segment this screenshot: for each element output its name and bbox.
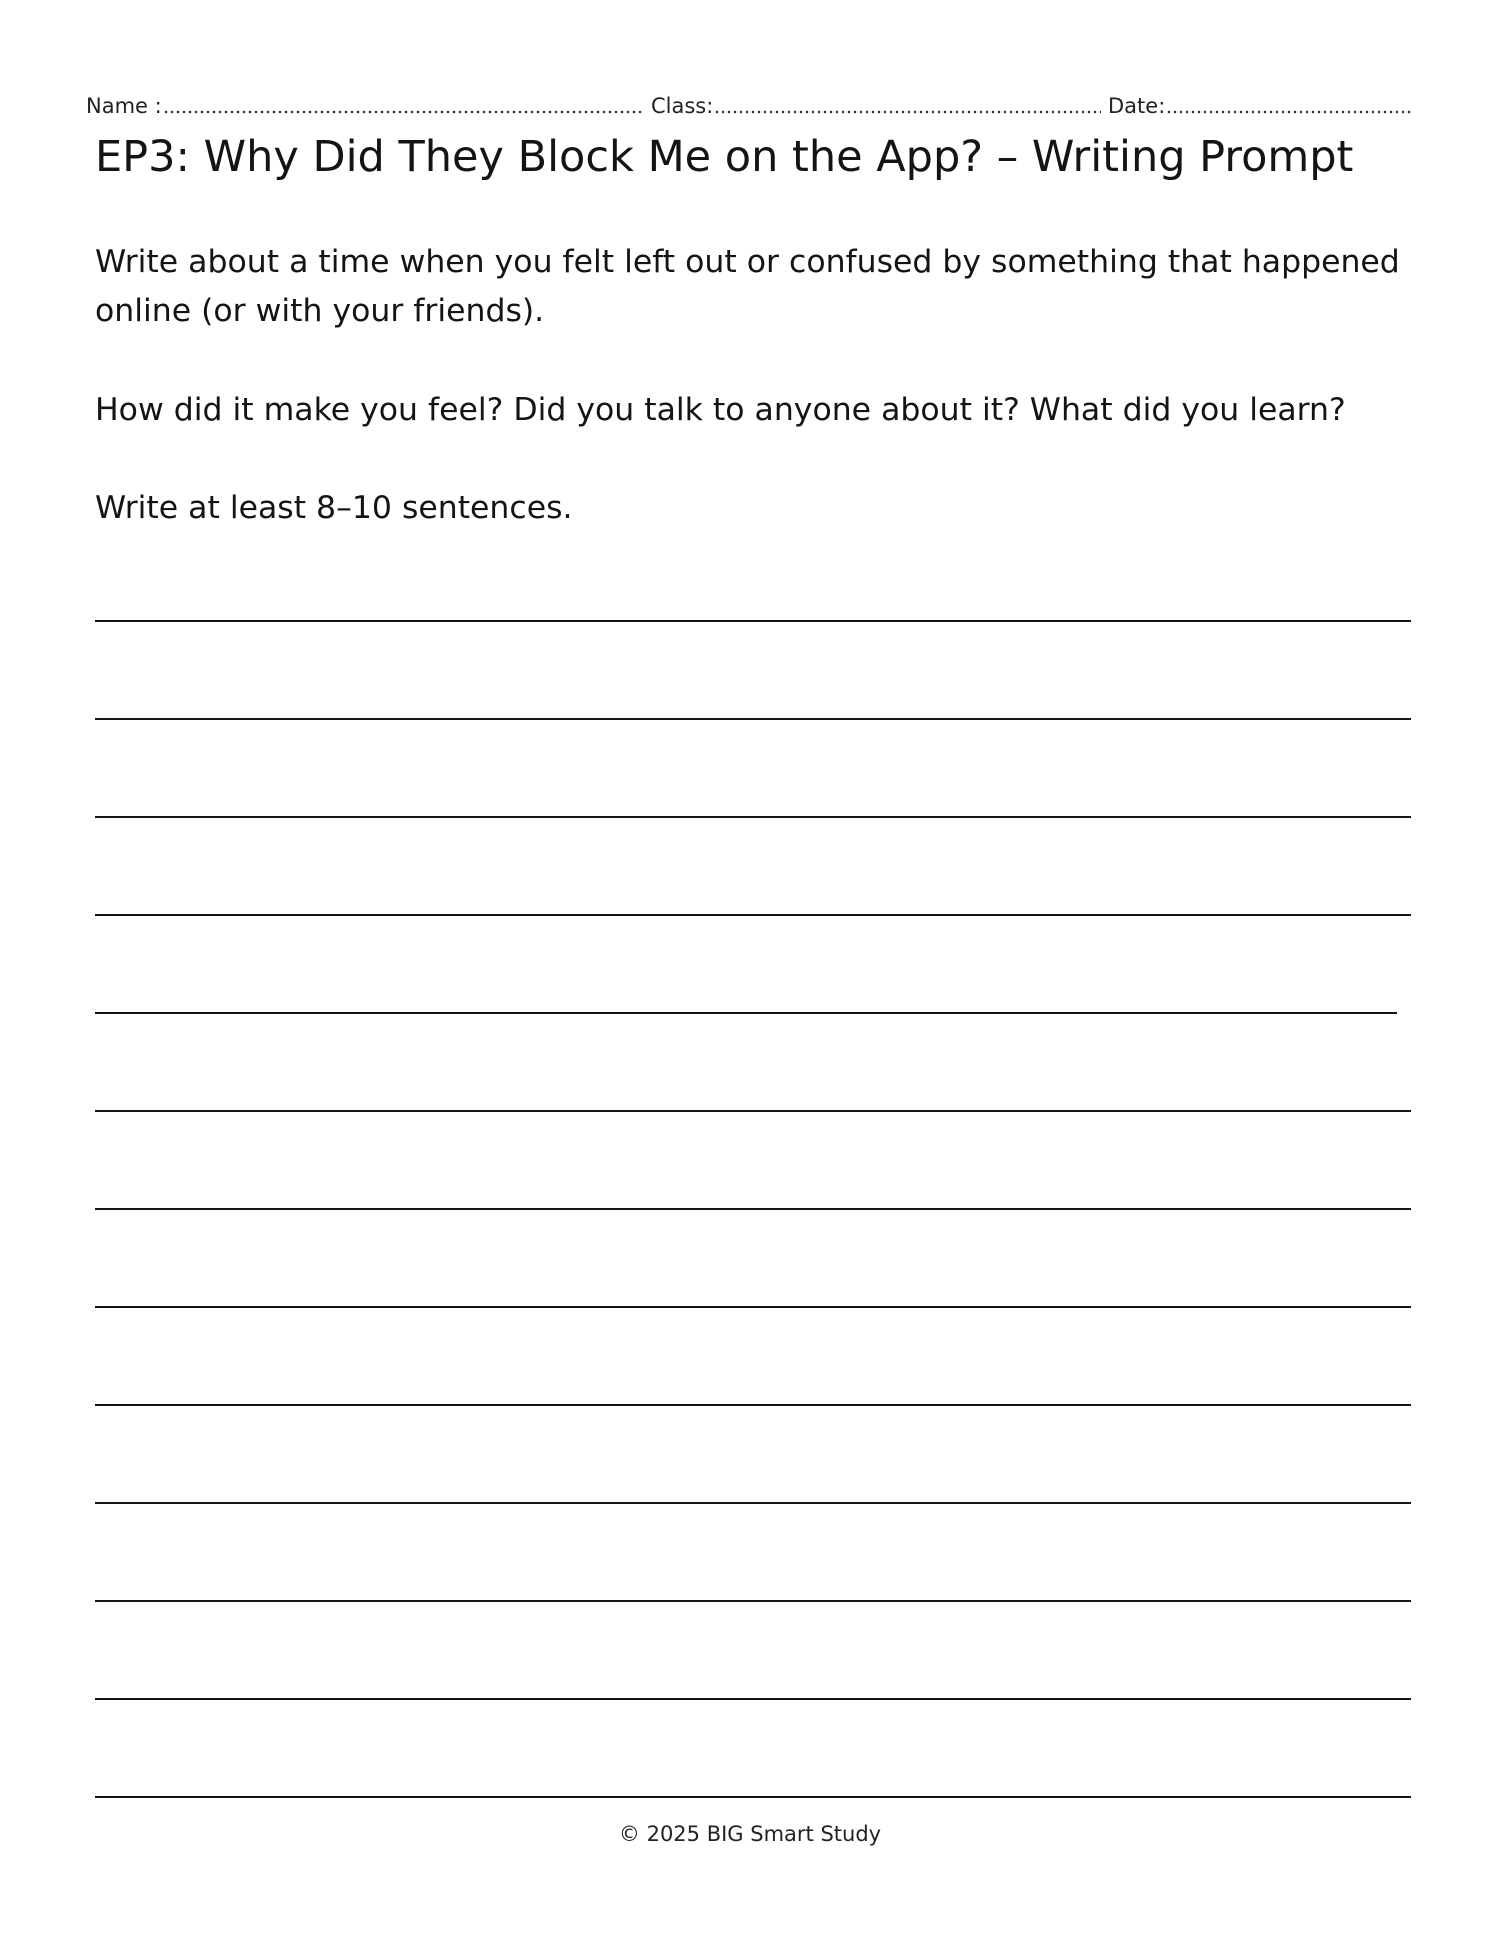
writing-line[interactable] — [95, 1012, 1397, 1014]
writing-line[interactable] — [95, 1502, 1411, 1504]
writing-line[interactable] — [95, 1698, 1411, 1700]
class-blank[interactable] — [714, 110, 1101, 114]
writing-line[interactable] — [95, 914, 1411, 916]
writing-line[interactable] — [95, 1306, 1411, 1308]
worksheet-title: EP3: Why Did They Block Me on the App? – Writing Prompt — [95, 132, 1354, 182]
class-field[interactable] — [651, 94, 1101, 118]
date-blank[interactable] — [1166, 110, 1411, 114]
name-label: Name : — [86, 94, 162, 118]
writing-line[interactable] — [95, 1208, 1411, 1210]
prompt-length-requirement: Write at least 8–10 sentences. — [95, 490, 573, 526]
class-label: Class: — [651, 94, 714, 118]
writing-line[interactable] — [95, 1600, 1411, 1602]
date-field[interactable] — [1108, 94, 1411, 118]
writing-line[interactable] — [95, 816, 1411, 818]
date-label: Date: — [1108, 94, 1166, 118]
prompt-instruction: Write about a time when you felt left out or confused by something that happened online (or with your friends). — [95, 244, 1400, 329]
copyright-footer: © 2025 BIG Smart Study — [618, 1822, 882, 1846]
name-blank[interactable] — [163, 110, 644, 114]
writing-line[interactable] — [95, 718, 1411, 720]
prompt-questions: How did it make you feel? Did you talk to anyone about it? What did you learn? — [95, 392, 1346, 428]
writing-line[interactable] — [95, 620, 1411, 622]
writing-line[interactable] — [95, 1796, 1411, 1798]
writing-line[interactable] — [95, 1110, 1411, 1112]
name-field[interactable] — [86, 94, 644, 118]
writing-line[interactable] — [95, 1404, 1411, 1406]
student-info-row — [86, 88, 1411, 118]
